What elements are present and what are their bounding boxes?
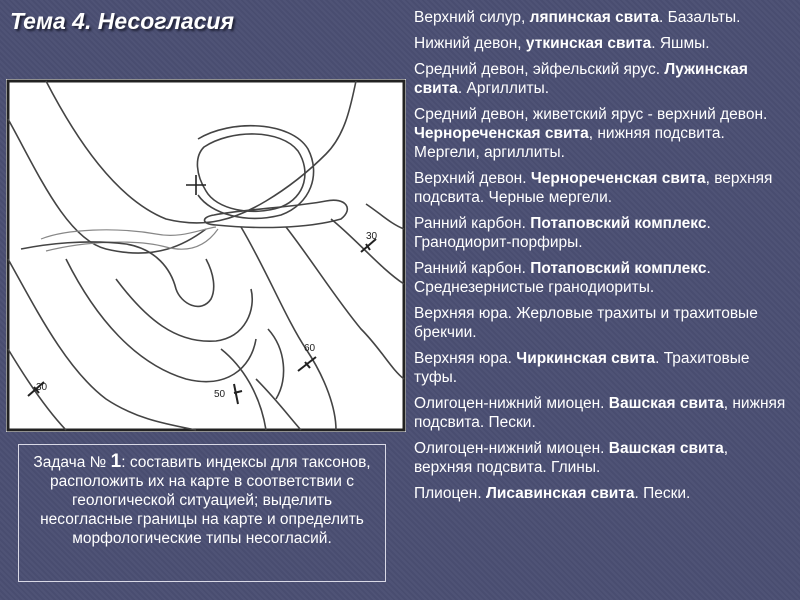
task-number: 1: [110, 451, 122, 472]
legend-text: Ранний карбон.: [414, 260, 531, 277]
legend-item: [414, 349, 786, 387]
legend-text: Средний девон, живетский ярус - верхний девон.: [414, 106, 768, 123]
map-contacts: [8, 81, 404, 430]
legend-text: . Яшмы.: [651, 35, 710, 52]
legend-item: [414, 484, 786, 503]
legend-formation: Лужинская свита: [414, 61, 748, 97]
legend-text: Нижний девон,: [414, 35, 526, 52]
legend-formation: Потаповский комплекс: [530, 215, 707, 232]
legend-text: Олигоцен-нижний миоцен.: [414, 395, 609, 412]
legend-item: [414, 105, 786, 162]
slide-title: Тема 4. Несогласия: [10, 8, 235, 34]
legend-text: Средний девон, эйфельский ярус.: [414, 61, 665, 78]
legend-text: Верхняя юра.: [414, 350, 517, 367]
map-drawing: [6, 79, 406, 432]
legend-text: . Среднезернистые гранодиориты.: [414, 260, 711, 296]
legend-formation: Чиркинская свита: [516, 350, 656, 367]
cross-marker: [186, 175, 206, 195]
legend-text: Ранний карбон.: [414, 215, 531, 232]
legend-item: [414, 60, 786, 98]
legend-text: , нижняя подсвита. Мергели, аргиллиты.: [414, 125, 725, 161]
legend-formation: Вашская свита: [608, 440, 724, 457]
legend-item: [414, 439, 786, 477]
map-frame: [8, 81, 404, 430]
legend-item: [414, 214, 786, 252]
legend-list: [414, 8, 786, 510]
dip-label: 50: [214, 389, 226, 400]
legend-item: [414, 259, 786, 297]
legend-formation: Потаповский комплекс: [530, 260, 707, 277]
legend-text: . Гранодиорит-порфиры.: [414, 215, 711, 251]
dip-label: 30: [366, 231, 378, 242]
dip-label: 60: [304, 343, 316, 354]
legend-text: , верхняя подсвита. Глины.: [414, 440, 729, 476]
legend-formation: Чернореченская свита: [414, 125, 589, 142]
legend-text: Плиоцен.: [414, 485, 486, 502]
legend-formation: ляпинская свита: [529, 9, 659, 26]
task-box: [18, 444, 386, 582]
legend-text: , нижняя подсвита. Пески.: [414, 395, 786, 431]
legend-item: [414, 8, 786, 27]
legend-item: [414, 394, 786, 432]
geological-map: [6, 79, 406, 432]
legend-formation: Вашская свита: [608, 395, 724, 412]
dip-label: 30: [36, 382, 48, 393]
legend-text: , верхняя подсвита. Черные мергели.: [414, 170, 773, 206]
legend-item: [414, 304, 786, 342]
legend-text: . Пески.: [634, 485, 691, 502]
task-text: : составить индексы для таксонов, расположить их на карте в соответствии с геологической ситуацией; выделить несогласные границы на карте и определить морфологические типы несогласий.: [40, 454, 371, 547]
legend-formation: уткинская свита: [525, 35, 652, 52]
legend-text: Верхний девон.: [414, 170, 531, 187]
legend-text: Олигоцен-нижний миоцен.: [414, 440, 609, 457]
legend-formation: Чернореченская свита: [530, 170, 706, 187]
task-prefix: Задача №: [33, 454, 111, 471]
legend-text: Верхний силур,: [414, 9, 530, 26]
legend-text: . Аргиллиты.: [457, 80, 550, 97]
legend-item: [414, 169, 786, 207]
legend-text: . Трахитовые туфы.: [414, 350, 750, 386]
legend-item: [414, 34, 786, 53]
legend-formation: Лисавинская свита: [485, 485, 635, 502]
legend-text: Верхняя юра. Жерловые трахиты и трахитовые брекчии.: [414, 305, 758, 341]
legend-text: . Базальты.: [659, 9, 741, 26]
